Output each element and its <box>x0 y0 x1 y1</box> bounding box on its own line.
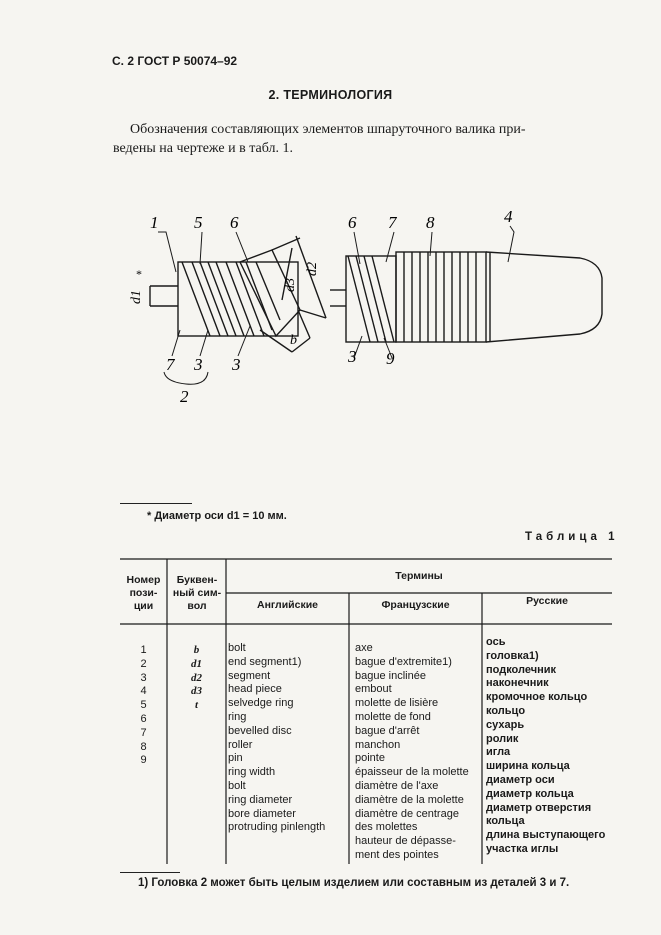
table-cell: pointe <box>355 752 385 765</box>
label-7-top: 7 <box>388 213 397 232</box>
label-d1: d1 <box>129 290 144 304</box>
label-2: 2 <box>180 387 189 406</box>
table-cell: bevelled disc <box>228 724 292 737</box>
footnote-axis-diameter: * Диаметр оси d1 = 10 мм. <box>147 510 287 522</box>
table-cell: длина выступающего <box>486 829 606 842</box>
table-cell: end segment1) <box>228 655 302 668</box>
table-cell: molette de lisière <box>355 697 439 710</box>
label-7-bottom: 7 <box>166 355 175 374</box>
table-cell: ролик <box>486 732 519 745</box>
table-cell: pin <box>228 752 243 765</box>
table-cell: 9 <box>140 754 147 767</box>
label-6-left: 6 <box>230 213 239 232</box>
intro-line-2: ведены на чертеже и в табл. 1. <box>113 141 293 156</box>
table-cell: molette de fond <box>355 710 431 723</box>
table-cell: protruding pinlength <box>228 821 326 834</box>
table-cell: diamètre de la molette <box>355 793 464 806</box>
table-cell: ширина кольца <box>486 760 570 773</box>
bottom-footnote-divider <box>120 872 180 873</box>
table-cell: d2 <box>191 671 202 684</box>
table-cell: 5 <box>140 699 147 712</box>
table-cell: épaisseur de la molette <box>355 766 469 779</box>
french-header: Французские <box>381 599 450 611</box>
table-cell: bague inclinée <box>355 669 426 682</box>
table-cell: наконечник <box>486 677 549 690</box>
table-cell: сухарь <box>486 718 525 731</box>
col-symbol-cells <box>167 644 226 713</box>
table-cell: кольца <box>486 815 525 828</box>
table-cell: диаметр оси <box>486 773 555 786</box>
label-4: 4 <box>504 207 513 226</box>
table-cell: ring diameter <box>228 793 293 806</box>
table-cell: головка1) <box>486 649 539 662</box>
table-cell: b <box>193 644 200 656</box>
label-b: b <box>290 333 297 348</box>
table-cell: t <box>194 699 199 712</box>
label-5: 5 <box>194 213 203 232</box>
table-cell: ring width <box>228 766 276 779</box>
label-star: * <box>136 267 142 281</box>
table-cell: 7 <box>140 726 147 739</box>
table-cell: bolt <box>228 642 246 654</box>
col-number-header: Номер пози- ции <box>126 574 161 612</box>
col-russian-cells <box>486 636 611 857</box>
table-cell: 6 <box>140 712 147 725</box>
label-3-c: 3 <box>348 347 357 366</box>
label-d2: d2 <box>305 262 320 276</box>
table-cell: подколечник <box>486 663 556 676</box>
table-cell: кольцо <box>486 704 526 717</box>
footnote-head-piece: 1) Головка 2 может быть целым изделием или составным из деталей 3 и 7. <box>138 877 570 889</box>
table-cell: ось <box>486 636 506 648</box>
table-cell: roller <box>228 738 253 751</box>
label-3-b: 3 <box>232 355 241 374</box>
table-cell: bore diameter <box>228 807 296 820</box>
table-cell: axe <box>355 642 373 654</box>
col-french-cells <box>355 642 481 863</box>
table-cell: диаметр кольца <box>486 787 574 800</box>
table-cell: 1 <box>140 644 147 656</box>
russian-header: Русские <box>526 595 568 607</box>
table-cell: 2 <box>140 657 147 670</box>
intro-line-1: Обозначения составляющих элементов шпаруточного валика при- <box>130 122 526 137</box>
table-cell: d3 <box>191 685 202 698</box>
table-cell: selvedge ring <box>228 697 294 710</box>
table-cell: ment des pointes <box>355 848 439 861</box>
table-cell: manchon <box>355 738 401 751</box>
table-cell: diamètre de l'axe <box>355 779 439 792</box>
table-cell: кромочное кольцо <box>486 691 588 704</box>
terms-header: Термины <box>395 570 443 582</box>
table-cell: bolt <box>228 779 246 792</box>
table-cell: диаметр отверстия <box>486 801 592 814</box>
english-header: Английские <box>256 599 318 611</box>
col-number-cells <box>120 644 167 768</box>
label-6-right: 6 <box>348 213 357 232</box>
table-cell: des molettes <box>355 821 418 834</box>
table-cell: 4 <box>140 685 147 698</box>
table-cell: 8 <box>140 740 147 753</box>
table-cell: embout <box>355 683 392 696</box>
table-cell: участка иглы <box>486 842 559 855</box>
table-cell: hauteur de dépasse- <box>355 835 456 848</box>
col-symbol-header: Буквен- ный сим- вол <box>172 574 222 612</box>
table-cell: diamètre de centrage <box>355 807 459 820</box>
table-cell: игла <box>486 746 511 759</box>
table-cell: 3 <box>140 671 147 684</box>
page-header: С. 2 ГОСТ Р 50074–92 <box>112 54 238 68</box>
label-d3: d3 <box>283 278 298 292</box>
section-title: 2. ТЕРМИНОЛОГИЯ <box>268 88 393 102</box>
col-english-cells <box>228 642 348 835</box>
table-cell: segment <box>228 669 271 682</box>
table-cell: ring <box>228 710 247 723</box>
label-9: 9 <box>386 349 395 368</box>
table-cell: head piece <box>228 683 282 696</box>
table-cell: d1 <box>191 657 202 670</box>
table-cell: bague d'arrêt <box>355 724 420 737</box>
label-3-a: 3 <box>194 355 203 374</box>
table-cell: bague d'extremite1) <box>355 655 452 668</box>
label-1: 1 <box>150 213 159 232</box>
table-caption: Таблица 1 <box>525 531 619 543</box>
label-8: 8 <box>426 213 435 232</box>
